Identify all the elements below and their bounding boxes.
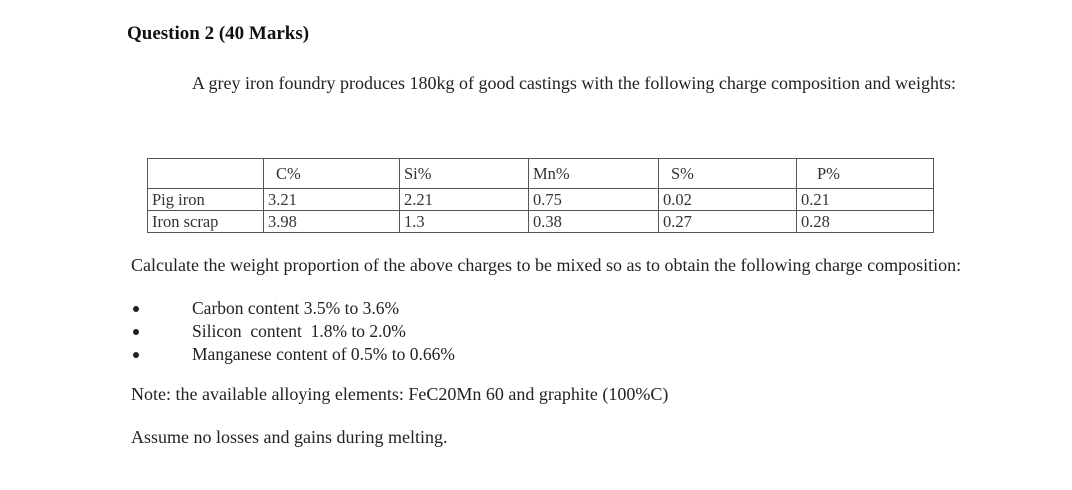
table-cell: 0.28	[797, 211, 934, 233]
intro-paragraph: A grey iron foundry produces 180kg of good castings with the following charge composition and weights:	[192, 73, 957, 93]
header-cell-sulfur: S%	[659, 159, 797, 189]
criteria-text: Silicon content 1.8% to 2.0%	[192, 321, 406, 341]
calculation-instruction: Calculate the weight proportion of the above charges to be mixed so as to obtain the following charge composition:	[131, 255, 962, 275]
header-cell-phosphorus: P%	[797, 159, 934, 189]
table-cell: 3.98	[264, 211, 400, 233]
list-item	[131, 320, 455, 343]
list-item	[131, 297, 455, 320]
table-row	[148, 189, 934, 211]
criteria-text: Carbon content 3.5% to 3.6%	[192, 298, 400, 318]
table-row	[148, 211, 934, 233]
assumption-text: Assume no losses and gains during melting.	[131, 427, 448, 447]
table-header-row	[148, 159, 934, 189]
bullet-icon	[133, 352, 139, 358]
question-title: Question 2 (40 Marks)	[127, 23, 310, 44]
header-cell-manganese: Mn%	[529, 159, 659, 189]
bullet-icon	[133, 329, 139, 335]
alloying-note: Note: the available alloying elements: FeC20Mn 60 and graphite (100%C)	[131, 384, 669, 404]
row-label-pig-iron: Pig iron	[148, 189, 264, 211]
table-cell: 0.02	[659, 189, 797, 211]
table-cell: 3.21	[264, 189, 400, 211]
table-cell: 2.21	[400, 189, 529, 211]
table-cell: 0.27	[659, 211, 797, 233]
header-cell-silicon: Si%	[400, 159, 529, 189]
header-cell-blank	[148, 159, 264, 189]
charge-composition-table	[147, 158, 934, 233]
table-cell: 0.38	[529, 211, 659, 233]
table-cell: 1.3	[400, 211, 529, 233]
bullet-icon	[133, 306, 139, 312]
row-label-iron-scrap: Iron scrap	[148, 211, 264, 233]
criteria-text: Manganese content of 0.5% to 0.66%	[192, 344, 455, 364]
table-cell: 0.75	[529, 189, 659, 211]
table-cell: 0.21	[797, 189, 934, 211]
header-cell-carbon: C%	[264, 159, 400, 189]
list-item	[131, 343, 455, 366]
composition-criteria-list	[131, 297, 455, 366]
